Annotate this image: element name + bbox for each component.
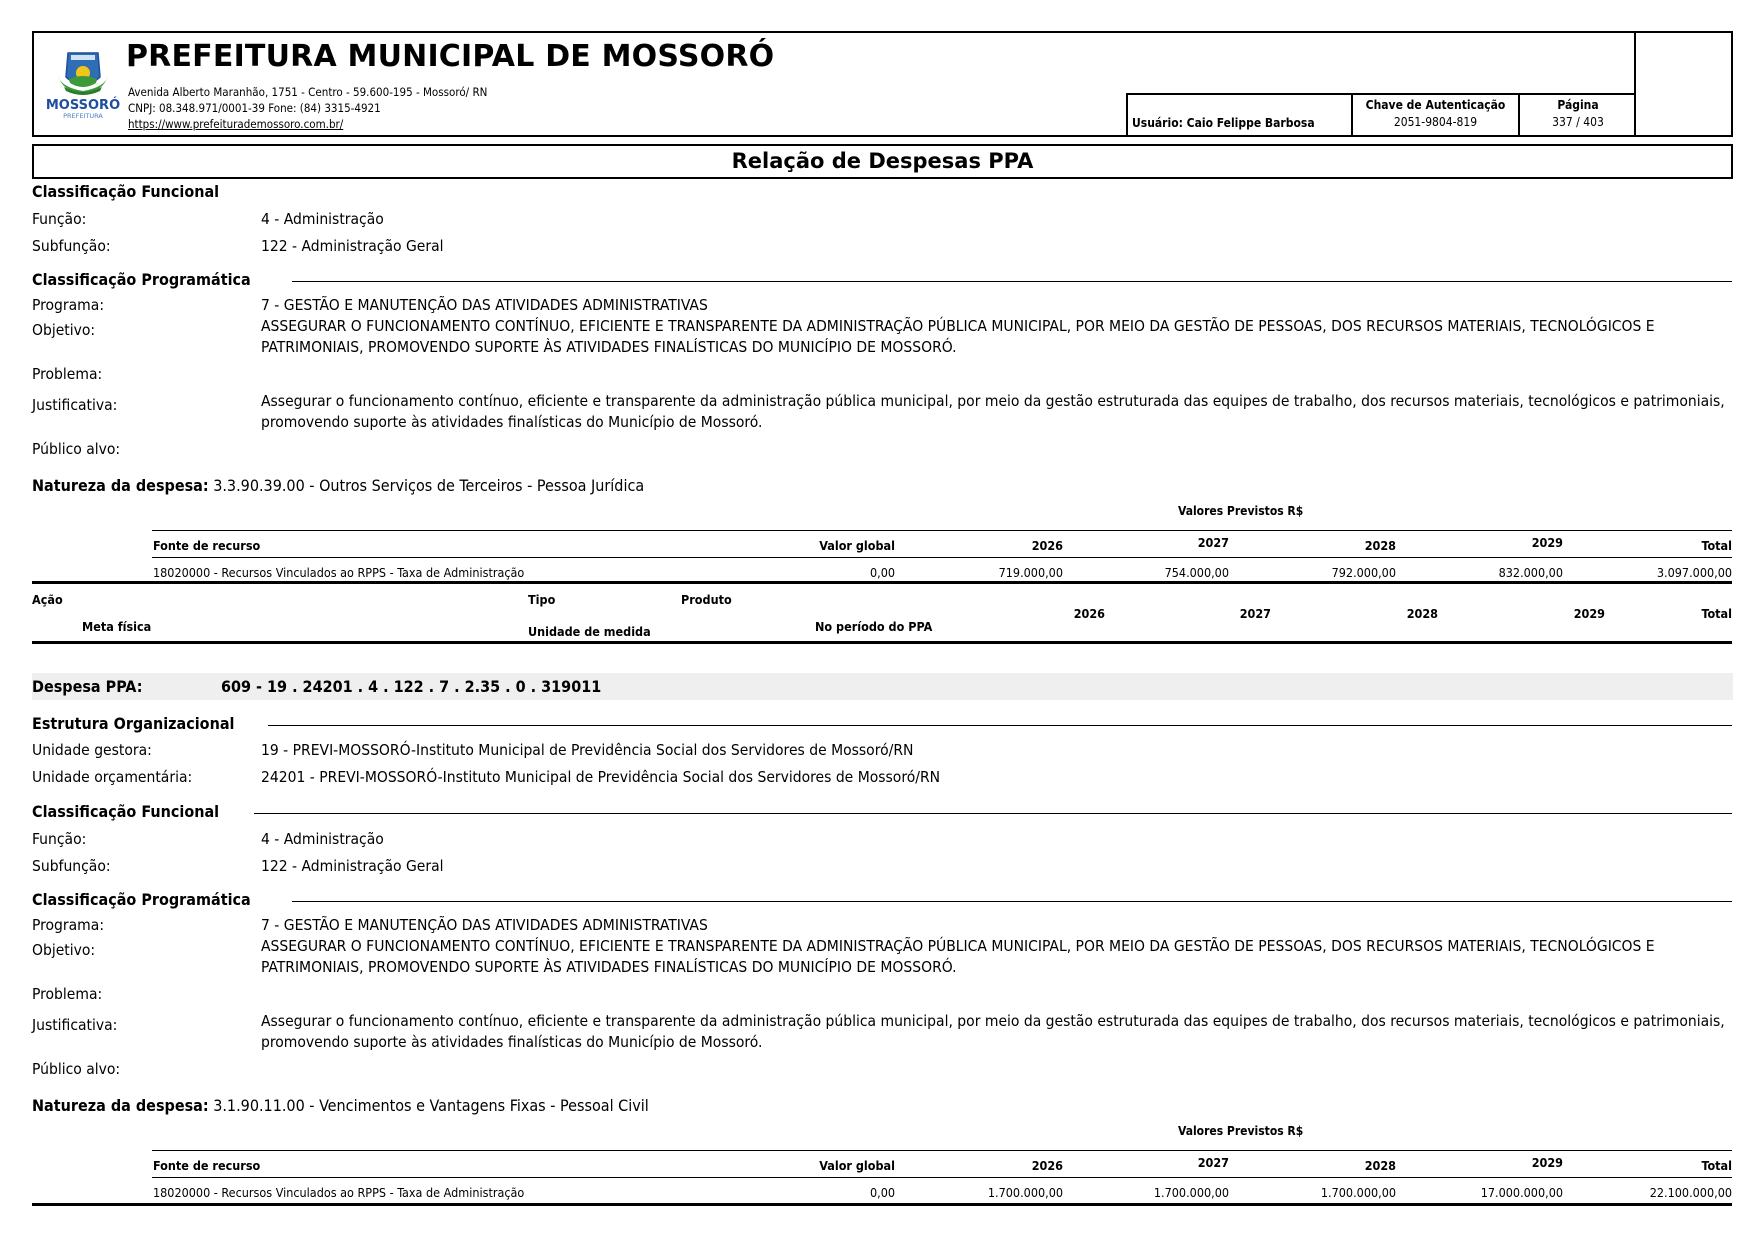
organization-address: Avenida Alberto Maranhão, 1751 - Centro - 59.600-195 - Mossoró/ RN: [128, 85, 488, 99]
section-classificacao-programatica: Classificação Programática: [32, 890, 251, 909]
section-divider: [254, 813, 1732, 814]
col-meta-fisica: Meta física: [82, 619, 152, 634]
col-valor-global: Valor global: [819, 1158, 895, 1173]
col-fonte-recurso: Fonte de recurso: [153, 538, 261, 553]
col-acao-2028: 2028: [1406, 606, 1438, 621]
organization-website-link[interactable]: https://www.prefeiturademossoro.com.br/: [128, 117, 344, 131]
svg-text:MOSSORÓ: MOSSORÓ: [45, 98, 121, 113]
report-header: [32, 31, 1733, 137]
col-2027: 2027: [1197, 535, 1229, 550]
funcao-label: Função:: [32, 830, 87, 848]
subfuncao-label: Subfunção:: [32, 237, 111, 255]
col-2029: 2029: [1531, 1155, 1563, 1170]
col-2028: 2028: [1364, 538, 1396, 553]
col-2028: 2028: [1364, 1158, 1396, 1173]
cell-valor-global: 0,00: [869, 1185, 895, 1200]
table-rule-thick: [32, 581, 1732, 584]
col-acao-total: Total: [1701, 606, 1732, 621]
page-label: Página: [1557, 98, 1599, 112]
cell-2027: 754.000,00: [1164, 565, 1229, 580]
unidade-gestora-value: 19 - PREVI-MOSSORÓ-Instituto Municipal de Previdência Social dos Servidores de Mossoró/RN: [261, 741, 914, 759]
subfuncao-label: Subfunção:: [32, 857, 111, 875]
funcao-value: 4 - Administração: [261, 210, 384, 228]
cell-2029: 17.000.000,00: [1480, 1185, 1563, 1200]
mossoro-logo: [44, 47, 122, 123]
cell-2026: 1.700.000,00: [987, 1185, 1063, 1200]
natureza-value: 3.3.90.39.00 - Outros Serviços de Terceiros - Pessoa Jurídica: [213, 476, 645, 495]
programa-value: 7 - GESTÃO E MANUTENÇÃO DAS ATIVIDADES ADMINISTRATIVAS: [261, 916, 708, 934]
unidade-gestora-label: Unidade gestora:: [32, 741, 152, 759]
header-divider: [1634, 33, 1636, 135]
cell-2028: 792.000,00: [1331, 565, 1396, 580]
section-divider: [292, 281, 1732, 282]
table-rule: [152, 1177, 1732, 1178]
natureza-label: Natureza da despesa:: [32, 1096, 209, 1115]
unidade-orcamentaria-value: 24201 - PREVI-MOSSORÓ-Instituto Municipal de Previdência Social dos Servidores de Mossoró/RN: [261, 768, 941, 786]
objetivo-label: Objetivo:: [32, 941, 96, 959]
objetivo-label: Objetivo:: [32, 321, 96, 339]
section-estrutura-organizacional: Estrutura Organizacional: [32, 714, 235, 733]
despesa-ppa-code: 609 - 19 . 24201 . 4 . 122 . 7 . 2.35 . 0 . 319011: [221, 677, 602, 696]
table-rule: [152, 1150, 1732, 1151]
auth-key-box: [1351, 95, 1518, 137]
page-box: [1518, 95, 1636, 137]
user-box: [1126, 95, 1351, 137]
col-acao-2027: 2027: [1239, 606, 1271, 621]
col-acao-2029: 2029: [1573, 606, 1605, 621]
cell-total: 3.097.000,00: [1656, 565, 1732, 580]
cell-2027: 1.700.000,00: [1153, 1185, 1229, 1200]
table-rule: [152, 557, 1732, 558]
natureza-despesa: [32, 476, 644, 495]
section-divider: [292, 901, 1732, 902]
page-number: 337 / 403: [1552, 115, 1604, 129]
col-2029: 2029: [1531, 535, 1563, 550]
col-2026: 2026: [1031, 538, 1063, 553]
col-total: Total: [1701, 538, 1732, 553]
col-acao: Ação: [32, 592, 63, 607]
section-classificacao-funcional: Classificação Funcional: [32, 182, 220, 201]
table-rule: [152, 530, 1732, 531]
organization-cnpj-phone: CNPJ: 08.348.971/0001-39 Fone: (84) 3315-4921: [128, 101, 381, 115]
section-classificacao-funcional: Classificação Funcional: [32, 802, 220, 821]
organization-name: PREFEITURA MUNICIPAL DE MOSSORÓ: [126, 39, 775, 74]
problema-label: Problema:: [32, 985, 103, 1003]
table-rule-thick: [32, 641, 1732, 644]
header-info-boxes: [1126, 93, 1636, 137]
unidade-orcamentaria-label: Unidade orçamentária:: [32, 768, 193, 786]
funcao-label: Função:: [32, 210, 87, 228]
page-title: Relação de Despesas PPA: [32, 144, 1733, 179]
auth-key-label: Chave de Autenticação: [1365, 98, 1506, 112]
objetivo-value: ASSEGURAR O FUNCIONAMENTO CONTÍNUO, EFICIENTE E TRANSPARENTE DA ADMINISTRAÇÃO PÚBLICA MUNICIPAL, POR MEIO DA GESTÃO DE PESSOAS, DOS RECURSOS MATERIAIS, TECNOLÓGICOS E PATRIMONIAIS, PROMOVENDO SUPORTE ÀS ATIVIDADES FINALÍSTICAS DO MUNICÍPIO DE MOSSORÓ.: [261, 937, 1655, 976]
col-unidade-medida: Unidade de medida: [528, 624, 651, 639]
natureza-label: Natureza da despesa:: [32, 476, 209, 495]
col-no-periodo: No período do PPA: [815, 619, 933, 634]
col-fonte-recurso: Fonte de recurso: [153, 1158, 261, 1173]
coat-of-arms-icon: [44, 47, 122, 123]
justificativa-value: Assegurar o funcionamento contínuo, eficiente e transparente da administração pública municipal, por meio da gestão estruturada das equipes de trabalho, dos recursos materiais, tecnológicos e patrimoniais, promovendo suporte às atividades finalísticas do Município de Mossoró.: [261, 1012, 1725, 1051]
col-produto: Produto: [681, 592, 732, 607]
col-tipo: Tipo: [528, 592, 556, 607]
auth-key-value: 2051-9804-819: [1393, 115, 1478, 129]
programa-value: 7 - GESTÃO E MANUTENÇÃO DAS ATIVIDADES ADMINISTRATIVAS: [261, 296, 708, 314]
cell-total: 22.100.000,00: [1649, 1185, 1732, 1200]
justificativa-label: Justificativa:: [32, 396, 118, 414]
subfuncao-value: 122 - Administração Geral: [261, 237, 444, 255]
cell-fonte: 18020000 - Recursos Vinculados ao RPPS - Taxa de Administração: [153, 565, 525, 580]
justificativa-value: Assegurar o funcionamento contínuo, eficiente e transparente da administração pública municipal, por meio da gestão estruturada das equipes de trabalho, dos recursos materiais, tecnológicos e patrimoniais, promovendo suporte às atividades finalísticas do Município de Mossoró.: [261, 392, 1725, 431]
problema-label: Problema:: [32, 365, 103, 383]
natureza-value: 3.1.90.11.00 - Vencimentos e Vantagens Fixas - Pessoal Civil: [213, 1096, 649, 1115]
publico-alvo-label: Público alvo:: [32, 1060, 121, 1078]
col-2026: 2026: [1031, 1158, 1063, 1173]
despesa-ppa-label: Despesa PPA:: [32, 677, 143, 696]
justificativa-label: Justificativa:: [32, 1016, 118, 1034]
col-valor-global: Valor global: [819, 538, 895, 553]
cell-2026: 719.000,00: [998, 565, 1063, 580]
funcao-value: 4 - Administração: [261, 830, 384, 848]
objetivo-value: ASSEGURAR O FUNCIONAMENTO CONTÍNUO, EFICIENTE E TRANSPARENTE DA ADMINISTRAÇÃO PÚBLICA MUNICIPAL, POR MEIO DA GESTÃO DE PESSOAS, DOS RECURSOS MATERIAIS, TECNOLÓGICOS E PATRIMONIAIS, PROMOVENDO SUPORTE ÀS ATIVIDADES FINALÍSTICAS DO MUNICÍPIO DE MOSSORÓ.: [261, 317, 1655, 356]
publico-alvo-label: Público alvo:: [32, 440, 121, 458]
section-divider: [268, 725, 1732, 726]
col-total: Total: [1701, 1158, 1732, 1173]
valores-previstos-header: Valores Previstos R$: [1178, 504, 1304, 518]
cell-2028: 1.700.000,00: [1320, 1185, 1396, 1200]
natureza-despesa: [32, 1096, 649, 1115]
programa-label: Programa:: [32, 296, 105, 314]
programa-label: Programa:: [32, 916, 105, 934]
section-classificacao-programatica: Classificação Programática: [32, 270, 251, 289]
user-label: Usuário: Caio Felippe Barbosa: [1132, 116, 1315, 130]
svg-text:PREFEITURA: PREFEITURA: [63, 112, 103, 120]
col-2027: 2027: [1197, 1155, 1229, 1170]
cell-fonte: 18020000 - Recursos Vinculados ao RPPS - Taxa de Administração: [153, 1185, 525, 1200]
col-acao-2026: 2026: [1073, 606, 1105, 621]
subfuncao-value: 122 - Administração Geral: [261, 857, 444, 875]
valores-previstos-header: Valores Previstos R$: [1178, 1124, 1304, 1138]
cell-valor-global: 0,00: [869, 565, 895, 580]
cell-2029: 832.000,00: [1498, 565, 1563, 580]
table-rule-thick: [32, 1203, 1732, 1206]
